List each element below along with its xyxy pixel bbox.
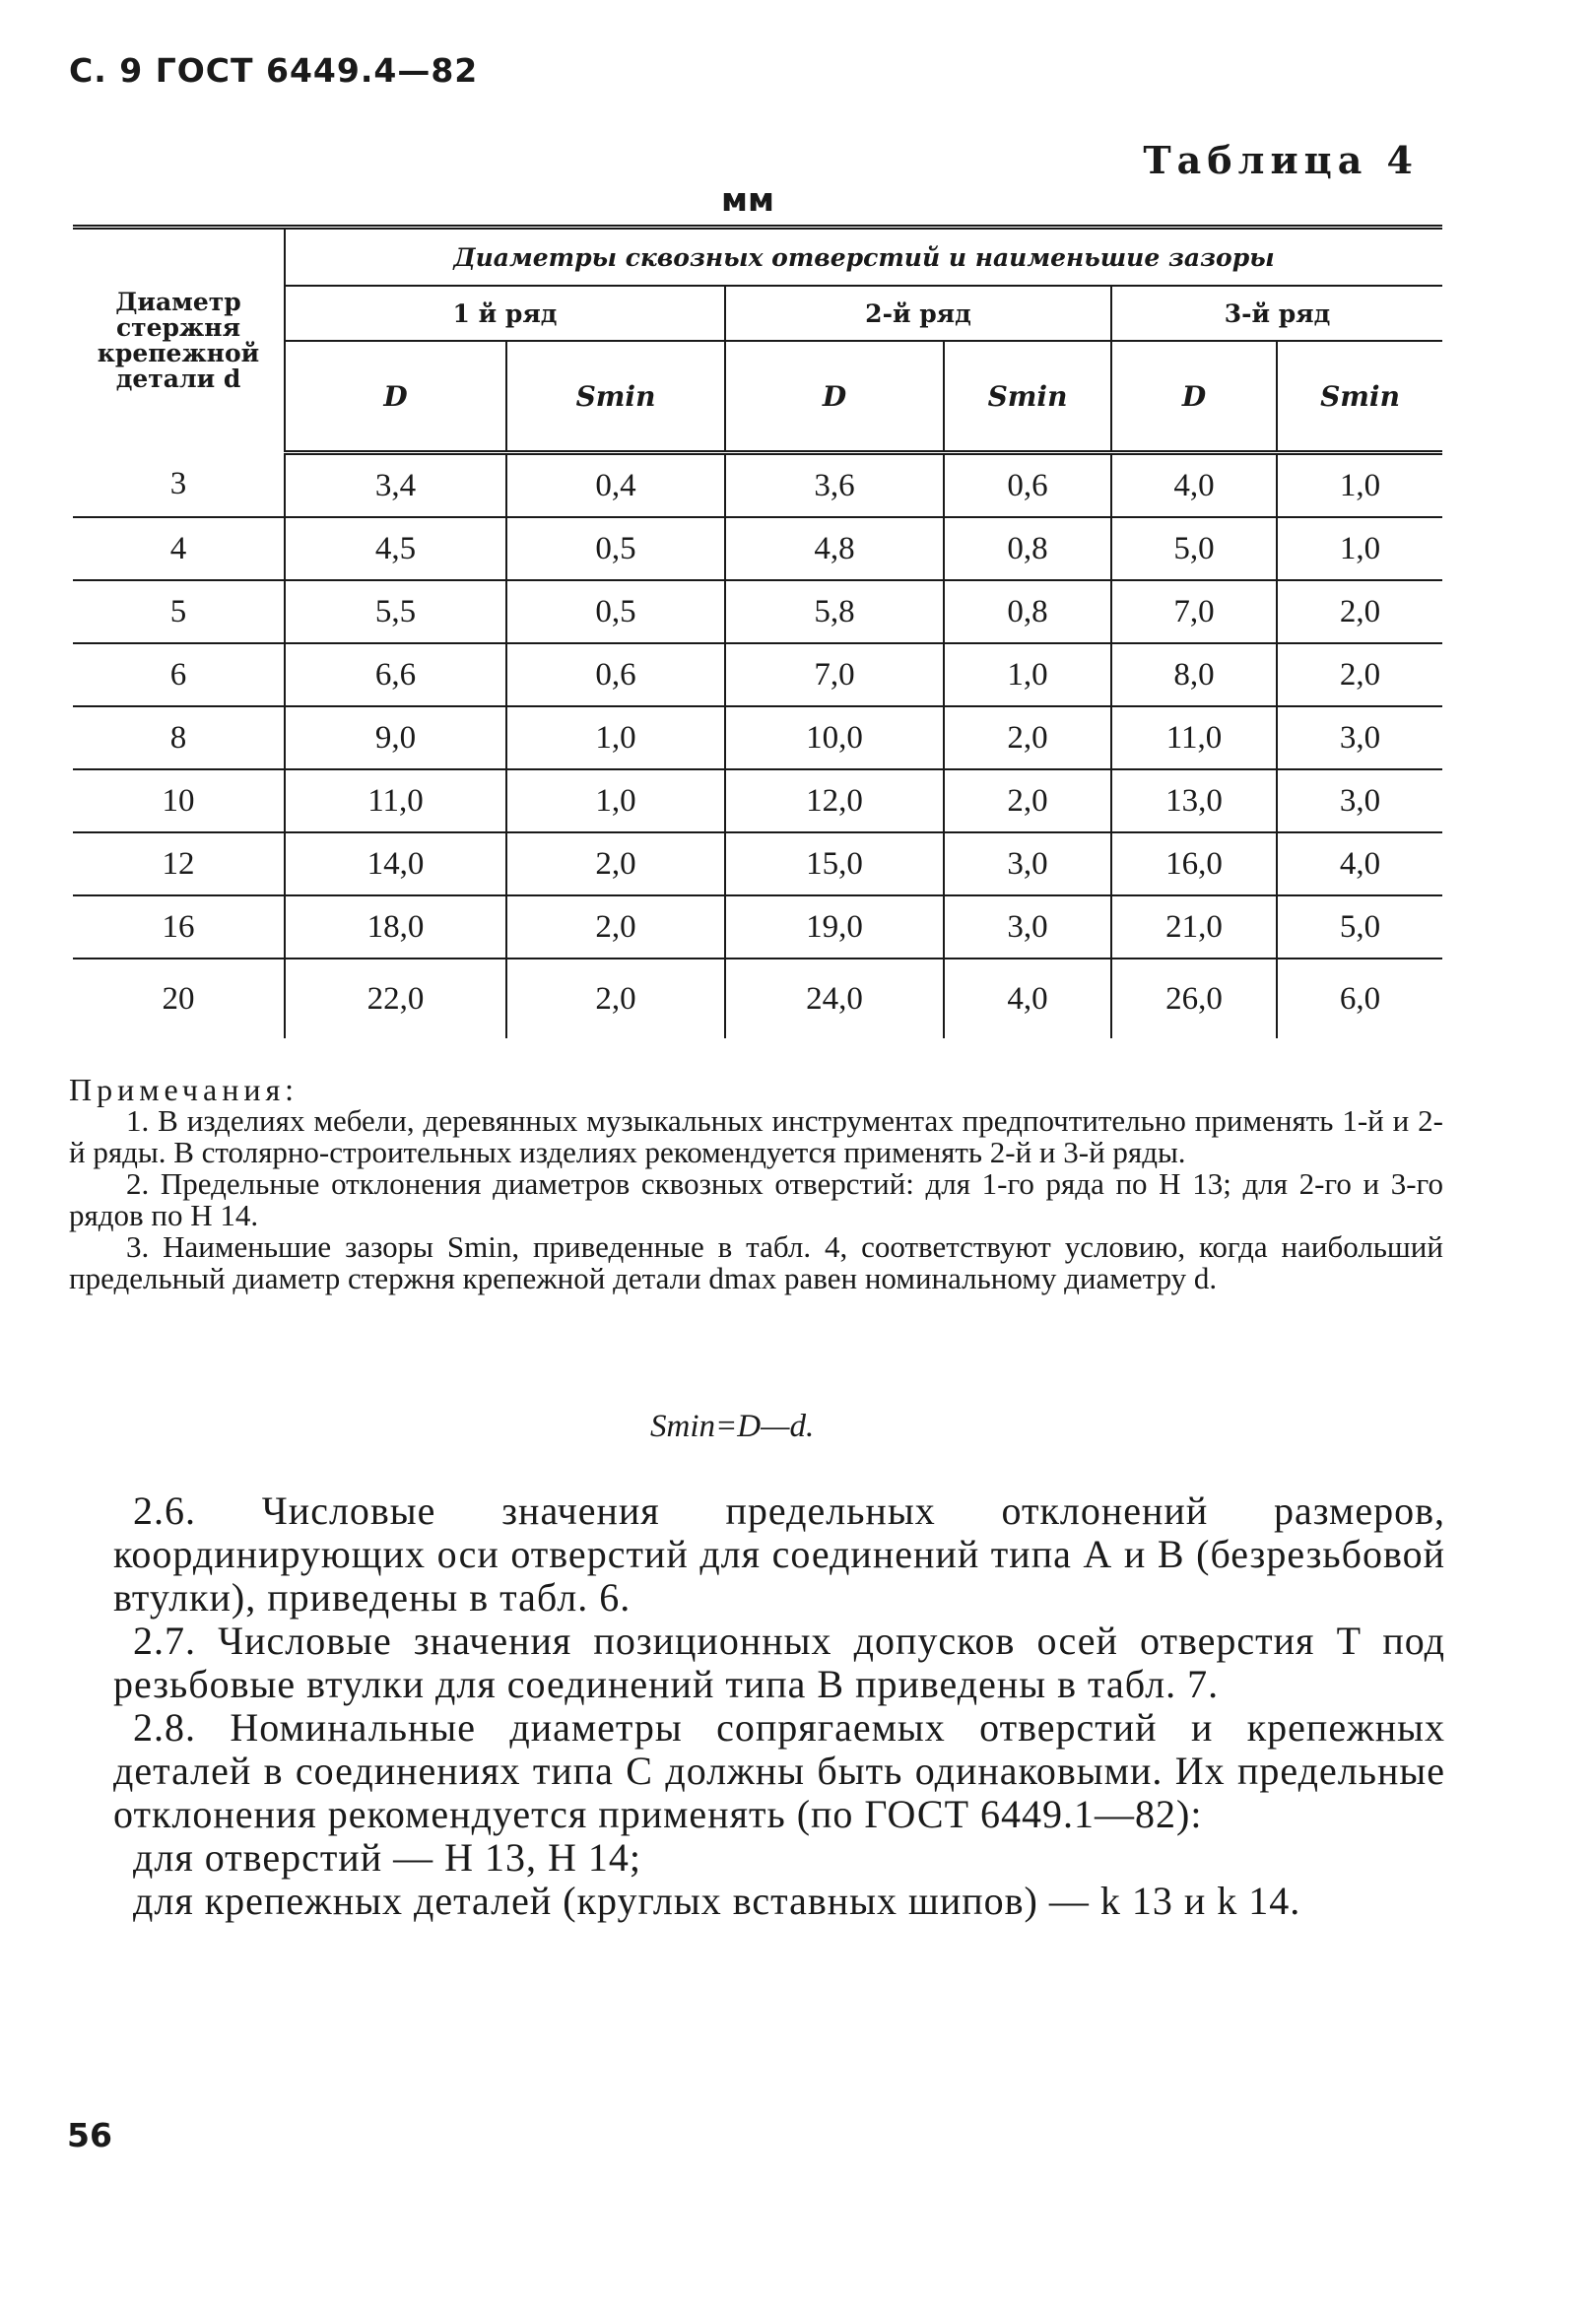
table-cell: 5,8 [725,580,944,643]
cell-rod-diameter: 20 [162,980,195,1017]
table-cell: 16,0 [1111,832,1277,895]
table-cell: 26,0 [1111,959,1277,1038]
table-cell: 1,0 [506,769,725,832]
note-item: 1. В изделиях мебели, деревянных музыкальных инструментах предпочтительно применять 1-й и 2-й ряды. В столярно-строительных изделиях рекомендуется применять 2-й и 3-й ряды. [69,1103,1443,1169]
table-cell: 5,5 [285,580,506,643]
body-text [113,1489,1445,1923]
subheader-smin: Smin [1277,341,1442,453]
subheader-d: D [725,341,944,453]
table-cell: 1,0 [506,706,725,769]
table-cell: 11,0 [285,769,506,832]
paragraph-2-6: 2.6. Числовые значения предельных отклонений размеров, координирующих оси отверстий для соединений типа А и В (безрезьбовой втулки), приведены в табл. 6. [113,1488,1445,1620]
units-label: мм [721,180,774,219]
list-item-fasteners: для крепежных деталей (круглых вставных шипов) — k 13 и k 14. [133,1879,1301,1923]
table-row [73,832,1442,895]
table-cell: 4,0 [944,959,1111,1038]
table-cell: 3,0 [944,895,1111,959]
table-cell: 3,0 [944,832,1111,895]
notes-block [69,1074,1443,1294]
table-cell: 22,0 [285,959,506,1038]
subheader-smin: Smin [944,341,1111,453]
cell-rod-diameter: 3 [73,453,285,518]
table-cell: 14,0 [285,832,506,895]
table-cell: 0,5 [506,580,725,643]
table-cell: 2,0 [944,706,1111,769]
table-cell: 0,6 [506,643,725,706]
table-cell: 5,0 [1277,895,1442,959]
table-cell: 2,0 [506,832,725,895]
table-cell: 8,0 [1111,643,1277,706]
table-row [73,517,1442,580]
table-row [73,959,1442,1038]
table-label: Таблица 4 [1143,138,1419,182]
note-item: 3. Наименьшие зазоры Smin, приведенные в табл. 4, соответствуют условию, когда наибольший предельный диаметр стержня крепежной детали dmax равен номинальному диаметру d. [69,1229,1443,1295]
table-cell: 12,0 [725,769,944,832]
table-row [73,643,1442,706]
table-cell: 18,0 [285,895,506,959]
dimensions-table [73,225,1442,1038]
cell-rod-diameter: 8 [73,706,285,769]
header-row-3: 3-й ряд [1111,286,1442,341]
table-cell: 3,0 [1277,769,1442,832]
header-row-2: 2-й ряд [725,286,1111,341]
subheader-d: D [1111,341,1277,453]
notes-title: Примечания: [69,1072,299,1107]
table-row [73,580,1442,643]
header-row-1: 1 й ряд [285,286,725,341]
table-cell: 4,0 [1277,832,1442,895]
cell-rod-diameter: 6 [73,643,285,706]
subheader-d: D [285,341,506,453]
subheader-smin: Smin [506,341,725,453]
table-cell: 5,0 [1111,517,1277,580]
table-cell: 6,6 [285,643,506,706]
table-cell: 10,0 [725,706,944,769]
table-cell: 15,0 [725,832,944,895]
page-number: 56 [67,2116,112,2154]
table-cell: 6,0 [1277,959,1442,1038]
cell-rod-diameter: 4 [73,517,285,580]
table-cell: 2,0 [944,769,1111,832]
header-rod-diameter: Диаметр стержня крепежной детали d [73,228,285,453]
table-body [73,453,1442,1039]
table-cell: 11,0 [1111,706,1277,769]
table-cell: 0,8 [944,517,1111,580]
table-row [73,453,1442,518]
table-cell: 1,0 [944,643,1111,706]
table-cell: 1,0 [1277,517,1442,580]
table-row [73,706,1442,769]
cell-rod-diameter: 16 [73,895,285,959]
paragraph-2-7: 2.7. Числовые значения позиционных допусков осей отверстия T под резьбовые втулки для соединений типа В приведены в табл. 7. [113,1619,1445,1706]
table-cell: 2,0 [506,959,725,1038]
cell-rod-diameter: 5 [73,580,285,643]
table-cell: 3,0 [1277,706,1442,769]
table-row [73,769,1442,832]
header-group: Диаметры сквозных отверстий и наименьшие зазоры [285,228,1442,287]
table-cell: 24,0 [725,959,944,1038]
table-cell: 4,8 [725,517,944,580]
table-cell: 21,0 [1111,895,1277,959]
table-row [73,895,1442,959]
table-cell: 3,6 [725,453,944,518]
formula: Smin=D—d. [650,1409,815,1444]
cell-rod-diameter: 10 [73,769,285,832]
table-cell: 2,0 [506,895,725,959]
table-cell: 9,0 [285,706,506,769]
paragraph-2-8: 2.8. Номинальные диаметры сопрягаемых отверстий и крепежных деталей в соединениях типа С должны быть одинаковыми. Их предельные отклонения рекомендуется применять (по ГОСТ 6449.1—82): [113,1705,1445,1836]
table-cell: 7,0 [725,643,944,706]
table-cell: 2,0 [1277,580,1442,643]
table-cell: 4,0 [1111,453,1277,518]
table-cell: 0,4 [506,453,725,518]
table-cell: 2,0 [1277,643,1442,706]
table-cell: 13,0 [1111,769,1277,832]
table-cell: 0,8 [944,580,1111,643]
cell-rod-diameter: 12 [73,832,285,895]
page-header: С. 9 ГОСТ 6449.4—82 [69,51,479,90]
table-cell: 3,4 [285,453,506,518]
table-cell: 1,0 [1277,453,1442,518]
table-cell: 0,6 [944,453,1111,518]
table-cell: 4,5 [285,517,506,580]
table-cell: 7,0 [1111,580,1277,643]
table-cell: 0,5 [506,517,725,580]
note-item: 2. Предельные отклонения диаметров сквозных отверстий: для 1-го ряда по H 13; для 2-го и 3-го рядов по H 14. [69,1166,1443,1232]
table-cell: 19,0 [725,895,944,959]
list-item-holes: для отверстий — H 13, H 14; [133,1835,642,1880]
